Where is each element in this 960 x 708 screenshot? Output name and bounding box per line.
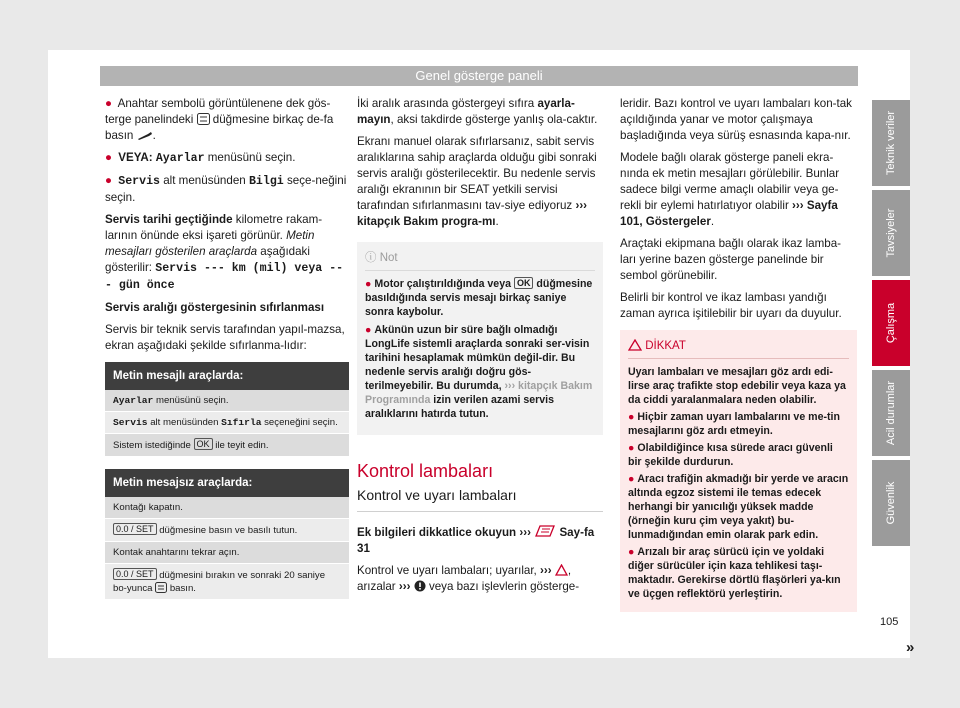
set-key: 0.0 / SET	[113, 523, 157, 535]
continue-icon: »	[906, 639, 915, 656]
paragraph-warning-lamps: Kontrol ve uyarı lambaları; uyarılar, ››› , arızalar ››› veya bazı işlevlerin gösterge-	[357, 564, 580, 593]
table-with-text	[105, 362, 349, 457]
note-bullet: ● Motor çalıştırıldığında veya OK düğmesine basıldığında servis mesajı birkaç saniye sonra kaybolur.	[365, 278, 593, 318]
paragraph-lamps-on: leridir. Bazı kontrol ve uyarı lambaları kon-tak açıldığında yanar ve motor çalışmaya başladığında veya sürüş esnasında kapa-nır.	[620, 97, 852, 142]
malfunction-icon	[414, 580, 426, 592]
table-row: 0.0 / SET düğmesini bırakın ve sonraki 20 saniye bo-yunca basın.	[105, 564, 349, 600]
bullet-icon: ●	[105, 97, 113, 110]
column-2	[357, 96, 603, 601]
ok-button-icon	[197, 113, 210, 125]
warning-text: Uyarı lambaları ve mesajları göz ardı edi-lirse araç trafikte stop edebilir veya kaza ya da ciddi yaralanmalara neden olabilir.	[628, 366, 846, 406]
column-1	[105, 96, 349, 600]
maintenance-link[interactable]: ››› kitapçık Bakım progra-mı	[357, 199, 588, 228]
warning-bullet: ● Olabildiğince kısa sürede aracı güvenli bir şekilde durdurun.	[628, 442, 833, 468]
ok-button-icon	[155, 582, 167, 593]
ok-key: OK	[194, 438, 213, 450]
table-row: Kontağı kapatın.	[105, 497, 349, 519]
subheading-reset: Servis aralığı göstergesinin sıfırlanması	[105, 301, 325, 314]
warning-bullet: ● Hiçbir zaman uyarı lambalarını ve me-tin mesajlarını göz ardı etmeyin.	[628, 411, 840, 437]
paragraph-bullet-3: ● Servis alt menüsünden Bilgi seçe-neğini seçin.	[105, 174, 347, 204]
paragraph-read-more: Ek bilgileri dikkatlice okuyun ››› Say-fa 31	[357, 526, 595, 555]
wrench-icon	[137, 131, 153, 141]
table-row: Servis alt menüsünden Sıfırla seçeneğini seçin.	[105, 412, 349, 434]
bullet-icon: ●	[365, 278, 372, 290]
paragraph-acoustic: Belirli bir kontrol ve ikaz lambası yandığı zaman ayrıca işitilebilir bir uyarı da duyulur.	[620, 291, 842, 320]
page	[48, 50, 915, 658]
page-number: 105	[880, 616, 899, 628]
bullet-icon: ●	[365, 324, 372, 336]
paragraph-bullet-1: ● Anahtar sembolü görüntülenene dek gös-terge panelindeki düğmesine birkaç de-fa basın .	[105, 97, 334, 142]
column-3	[620, 96, 857, 612]
table-without-text	[105, 469, 349, 600]
header-bar	[100, 66, 858, 86]
note-header: ⓘ Not	[365, 250, 595, 271]
section-heading: Kontrol lambaları	[357, 461, 494, 481]
ok-key: OK	[514, 277, 534, 289]
tab-guvenlik[interactable]: Güvenlik	[872, 460, 910, 546]
warning-bullet: ● Arızalı bir araç sürücü için ve yoldaki diğer sürücüler için kaza tehlikesi taşı-maktadır. Gerekirse dörtlü flaşörleri ya-kın ve üçgen reflektörü yerleştirin.	[628, 546, 841, 600]
paragraph-reset: Servis bir teknik servis tarafından yapıl-mazsa, ekran aşağıdaki şekilde sıfırlanma-lıdır:	[105, 323, 345, 352]
warning-box	[620, 330, 857, 612]
paragraph-interval: İki aralık arasında göstergeyi sıfıra ayarla-mayın, aksi takdirde gösterge yanlış ola-caktır.	[357, 97, 598, 126]
warning-bullet: ● Aracı trafiğin akmadığı bir yerde ve aracın altında egzoz sistemi ile temas edecek herhangi bir yanıcılığı yüksek madde (örneğin kuru çim veya yakıt) bu-lunmadığından emin olarak park edin.	[628, 473, 849, 541]
tab-calisma[interactable]: Çalışma	[872, 280, 910, 366]
warning-header: DİKKAT	[628, 338, 849, 359]
table-row: Kontak anahtarını tekrar açın.	[105, 542, 349, 564]
book-icon	[534, 524, 556, 538]
section-subheading: Kontrol ve uyarı lambaları	[357, 487, 603, 512]
paragraph-service-date: Servis tarihi geçtiğinde kilometre rakam-larının önünde eksi işareti görünür. Metin mesajları gösterilen araçlarda aşağıdaki gösterilir: Servis --- km (mil) veya --- gün önce	[105, 213, 344, 292]
note-box	[357, 242, 603, 435]
bullet-icon: ●	[628, 546, 635, 558]
bullet-icon: ●	[628, 411, 635, 423]
bullet-icon: ●	[628, 442, 635, 454]
paragraph-symbol: Araçtaki ekipmana bağlı olarak ikaz lamba-ları yerine bazen gösterge panelinde bir sembol görünebilir.	[620, 237, 842, 282]
table-row: 0.0 / SET düğmesine basın ve basılı tutun.	[105, 519, 349, 542]
warning-triangle-icon	[628, 339, 642, 351]
note-bullet: ● Akünün uzun bir süre bağlı olmadığı LongLife sistemli araçlarda sonraki ser-visin tarihini hesaplamak mümkün değil-dir. Bu nedenle servis aralığı doğru gös-terilmeyebilir. Bu durumda, ››› kitapçık Bakım Programında izin verilen azami servis aralıklarını hatırda tutun.	[365, 324, 593, 420]
side-tabs	[872, 100, 910, 550]
page-link[interactable]: Say-fa 31	[357, 526, 595, 555]
bullet-icon: ●	[628, 473, 635, 485]
page-title: Genel gösterge paneli	[415, 68, 543, 83]
displays-link[interactable]: ››› Sayfa 101, Göstergeler	[620, 199, 838, 228]
bullet-icon: ●	[105, 174, 113, 187]
paragraph-text-messages: Modele bağlı olarak gösterge paneli ekra-nında ek metin mesajları görülebilir. Bunlar sadece bilgi verme amaçlı olabilir veya ge-rekli bir eylemi hatırlatıyor olabilir ››› Sayfa 101, Göstergeler.	[620, 151, 840, 228]
table-row: Ayarlar menüsünü seçin.	[105, 390, 349, 412]
set-key: 0.0 / SET	[113, 568, 157, 580]
table-header: Metin mesajlı araçlarda:	[105, 362, 349, 390]
maintenance-program-link[interactable]: ››› kitapçık Bakım Programında	[365, 380, 593, 406]
table-header: Metin mesajsız araçlarda:	[105, 469, 349, 497]
info-icon: ⓘ	[365, 252, 377, 264]
warning-triangle-icon	[555, 564, 568, 576]
paragraph-bullet-2: ● VEYA: Ayarlar menüsünü seçin.	[105, 151, 296, 165]
tab-acil-durumlar[interactable]: Acil durumlar	[872, 370, 910, 456]
tab-teknik-veriler[interactable]: Teknik veriler	[872, 100, 910, 186]
paragraph-manual-reset: Ekranı manuel olarak sıfırlarsanız, sabit servis aralıklarına sahip araçlarda olduğu gibi sonraki servis aralığı gösterilecektir. Bu nedenle servis aralığı ekranının bir SEAT yetkili servisi tarafından sıfırlanmasını tav-siye ediyoruz ››› kitapçık Bakım progra-mı.	[357, 135, 597, 228]
table-row: Sistem istediğinde OK ile teyit edin.	[105, 434, 349, 457]
bullet-icon: ●	[105, 151, 113, 164]
tab-tavsiyeler[interactable]: Tavsiyeler	[872, 190, 910, 276]
